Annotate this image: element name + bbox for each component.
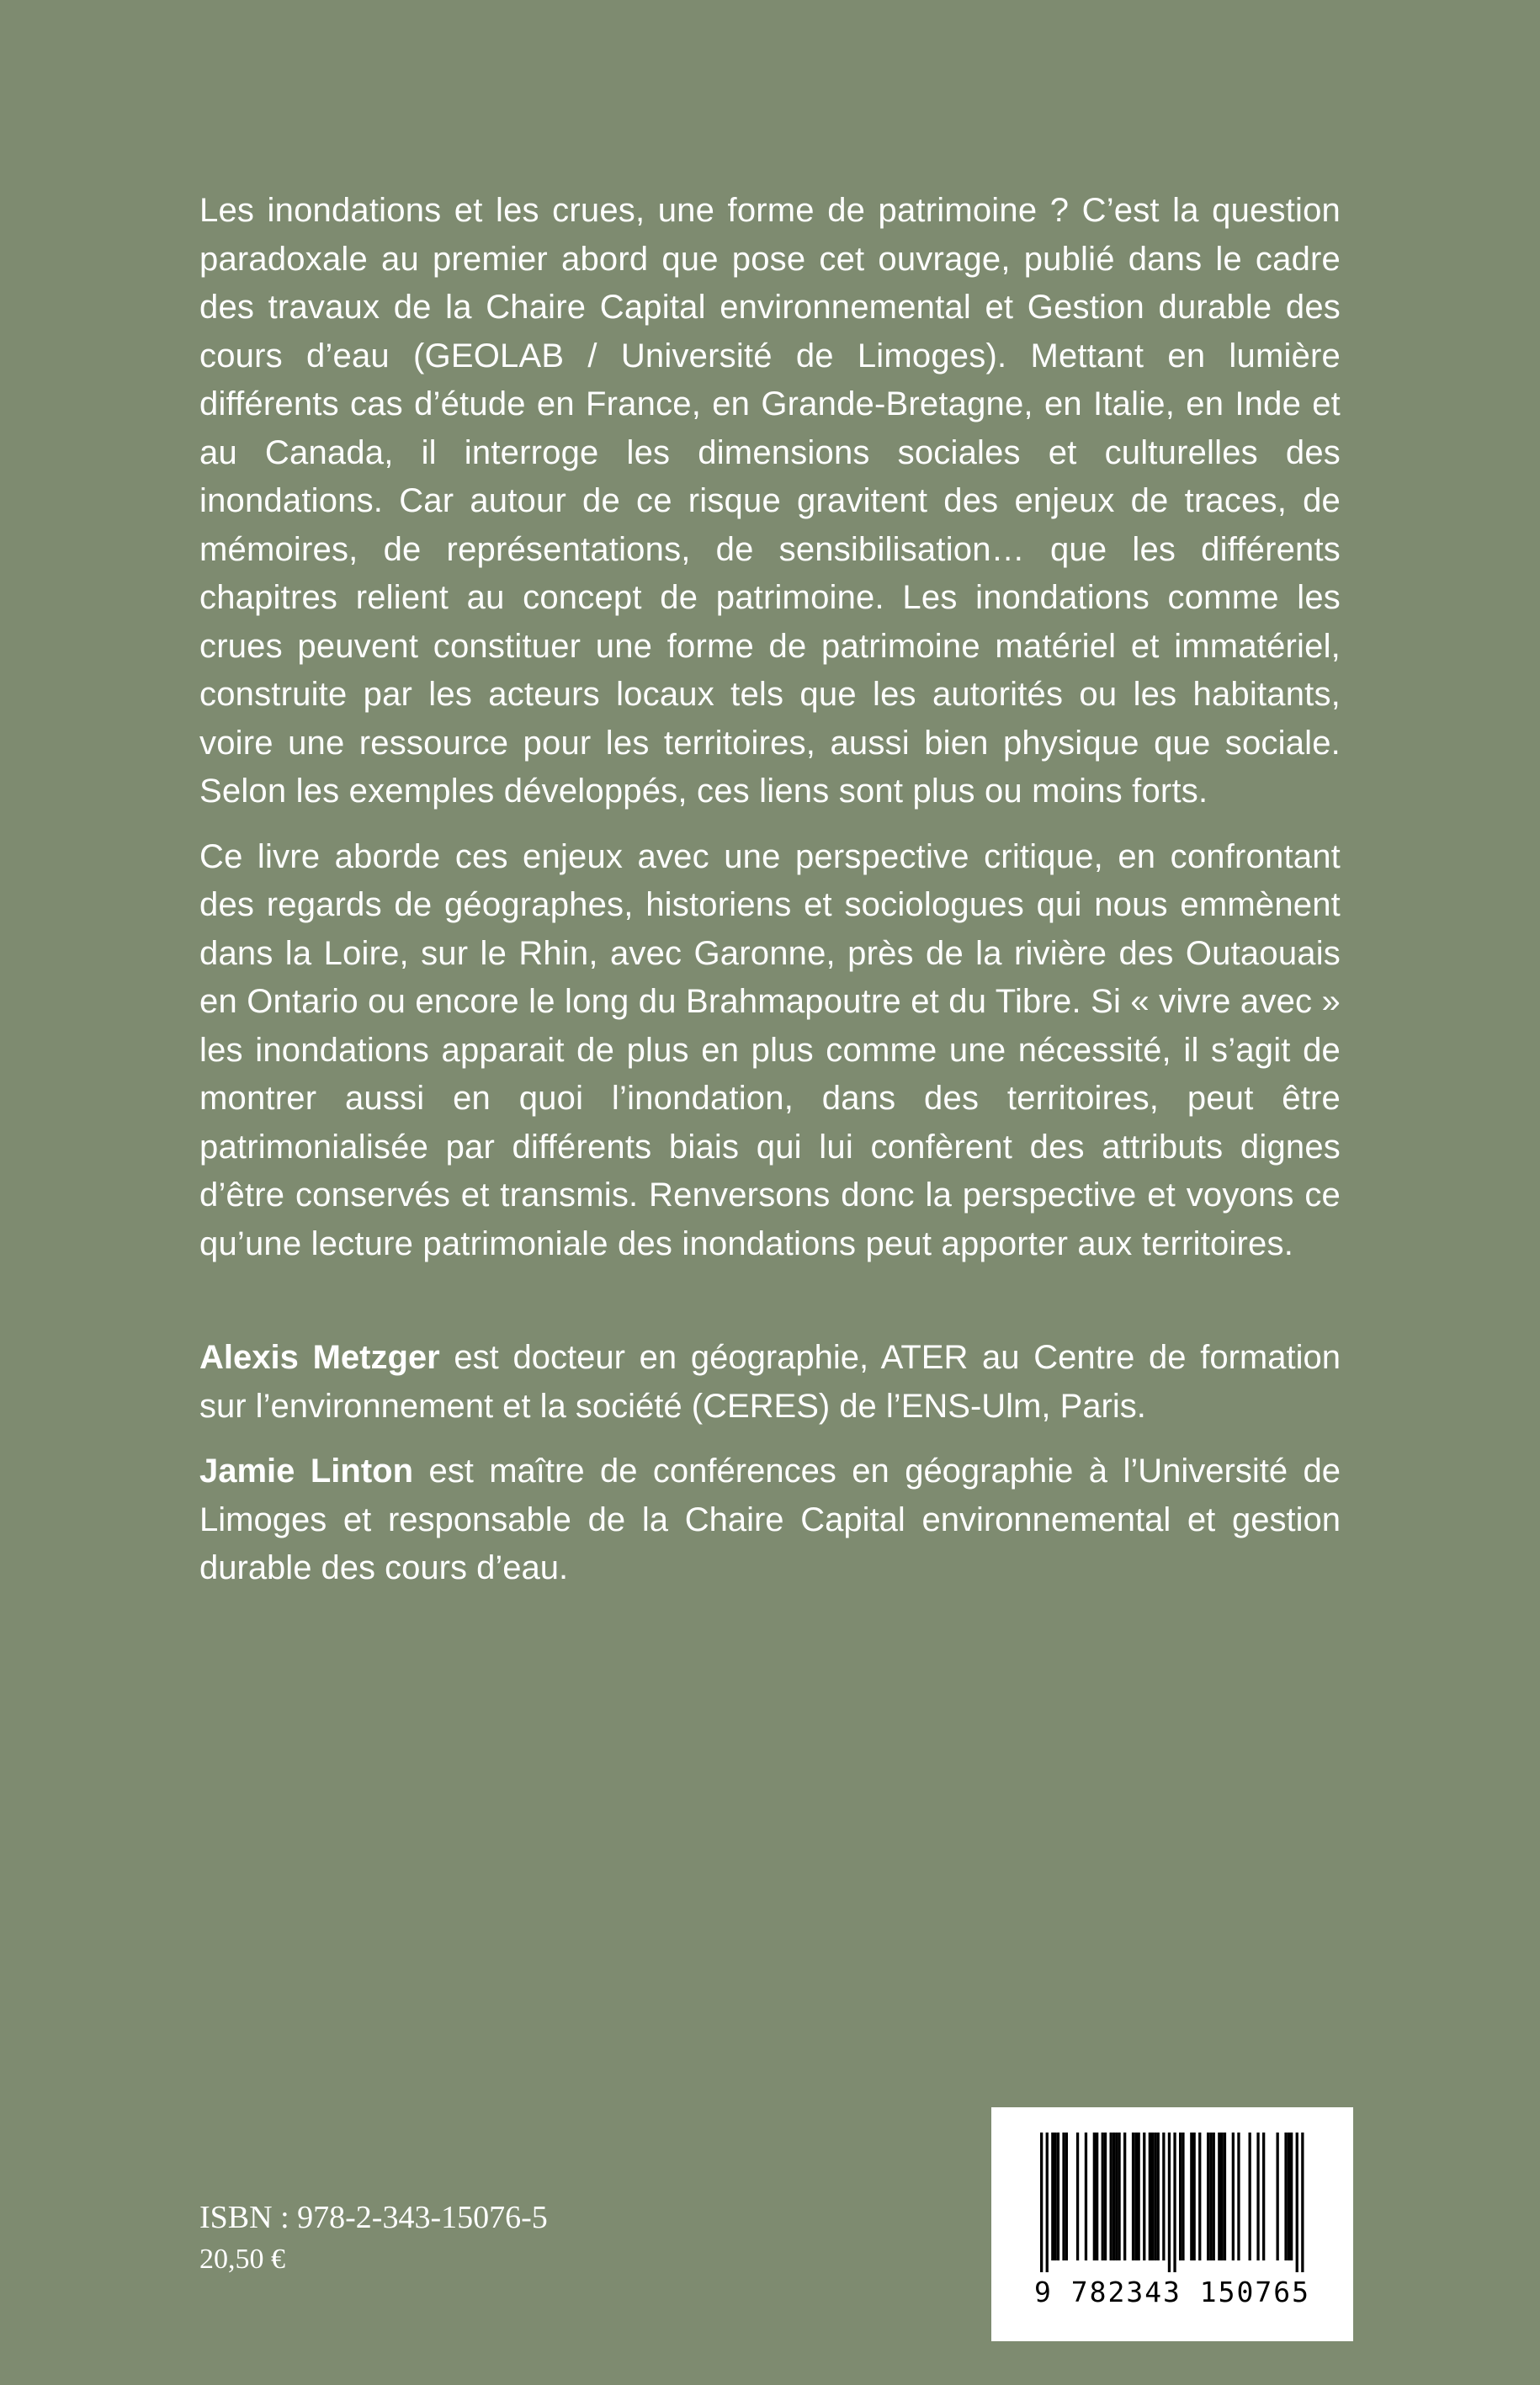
barcode-bar bbox=[1062, 2133, 1065, 2260]
barcode-bar bbox=[1054, 2133, 1057, 2260]
barcode-bar bbox=[1046, 2133, 1049, 2272]
barcode-bar bbox=[1218, 2133, 1220, 2260]
barcode-bar bbox=[1193, 2133, 1196, 2260]
back-cover-text bbox=[199, 187, 1341, 1593]
barcode-bars bbox=[1040, 2133, 1304, 2272]
author-bio bbox=[199, 1334, 1341, 1431]
author-bios bbox=[199, 1334, 1341, 1593]
isbn: ISBN : 978-2-343-15076-5 bbox=[199, 2200, 548, 2235]
barcode-bar bbox=[1249, 2133, 1251, 2260]
author-bio bbox=[199, 1447, 1341, 1593]
description-paragraph-1: Les inondations et les crues, une forme de patrimoine ? C’est la question paradoxale au premier abord que pose cet ouvrage, publié dans le cadre des travaux de la Chaire Capital environnemental et Gestion durable des cours d’eau (GEOLAB / Université de Limoges). Mettant en lumière différents cas d’étude en France, en Grande-Bretagne, en Italie, en Inde et au Canada, il interroge les dimensions sociales et culturelles des inondations. Car autour de ce risque gravitent des enjeux de traces, de mémoires, de représentations, de sensibilisation… que les différents chapitres relient au concept de patrimoine. Les inondations comme les crues peuvent constituer une forme de patrimoine matériel et immatériel, construite par les acteurs locaux tels que les autorités ou les habitants, voire une ressource pour les territoires, aussi bien physique que sociale. Selon les exemples développés, ces liens sont plus ou moins forts. bbox=[199, 192, 1341, 810]
barcode-bar bbox=[1190, 2133, 1192, 2260]
barcode-bar bbox=[1057, 2133, 1059, 2260]
barcode-bar bbox=[1301, 2133, 1304, 2272]
barcode-bar bbox=[1149, 2133, 1151, 2260]
barcode-bar bbox=[1051, 2133, 1054, 2260]
barcode-bar bbox=[1143, 2133, 1145, 2260]
barcode-bar bbox=[1290, 2133, 1293, 2260]
barcode-bar bbox=[1085, 2133, 1087, 2260]
price: 20,50 € bbox=[199, 2244, 285, 2275]
barcode-bar bbox=[1115, 2133, 1118, 2260]
barcode-bar bbox=[1157, 2133, 1160, 2260]
barcode-bar bbox=[1076, 2133, 1079, 2260]
barcode-bar bbox=[1288, 2133, 1290, 2260]
barcode-bar bbox=[1262, 2133, 1265, 2260]
barcode-bar bbox=[1096, 2133, 1098, 2260]
barcode-bar bbox=[1123, 2133, 1126, 2260]
barcode-bar bbox=[1118, 2133, 1120, 2260]
barcode-bar bbox=[1277, 2133, 1279, 2260]
barcode-bar bbox=[1113, 2133, 1115, 2260]
barcode-bar bbox=[1284, 2133, 1287, 2260]
author-name: Alexis Metzger bbox=[199, 1339, 440, 1376]
barcode-bar bbox=[1173, 2133, 1176, 2272]
barcode-bar bbox=[1162, 2133, 1165, 2260]
barcode-bar bbox=[1093, 2133, 1096, 2260]
barcode-bar bbox=[1134, 2133, 1137, 2260]
barcode-bar bbox=[1224, 2133, 1226, 2260]
barcode-bar bbox=[1198, 2133, 1201, 2260]
description-paragraph-2: Ce livre aborde ces enjeux avec une perspective critique, en confrontant des regards de géographes, historiens et sociologues qui nous emmènent dans la Loire, sur le Rhin, avec Garonne, près de la rivière des Outaouais en Ontario ou encore le long du Brahmapoutre et du Tibre. Si « vivre avec » les inondations apparait de plus en plus comme une nécessité, il s’agit de montrer aussi en quoi l’inondation, dans des territoires, peut être patrimonialisée par différents biais qui lui confèrent des attributs dignes d’être conservés et transmis. Renversons donc la perspective et voyons ce qu’une lecture patrimoniale des inondations peut apporter aux territoires. bbox=[199, 837, 1341, 1262]
barcode-bar bbox=[1168, 2133, 1171, 2272]
barcode-bar bbox=[1040, 2133, 1043, 2272]
barcode-bar bbox=[1209, 2133, 1212, 2260]
author-bio-text: est docteur en géographie, ATER au Centre de formation sur l’environnement et la société (CERES) de l’ENS-Ulm, Paris. bbox=[199, 1339, 1341, 1425]
barcode-bar bbox=[1213, 2133, 1215, 2260]
barcode-bar bbox=[1232, 2133, 1235, 2260]
barcode-bar bbox=[1110, 2133, 1113, 2260]
barcode-bar bbox=[1102, 2133, 1104, 2260]
barcode-bar bbox=[1221, 2133, 1224, 2260]
barcode-bar bbox=[1182, 2133, 1184, 2260]
barcode-bar bbox=[1065, 2133, 1068, 2260]
author-name: Jamie Linton bbox=[199, 1453, 414, 1490]
barcode-bar bbox=[1256, 2133, 1259, 2260]
barcode bbox=[991, 2107, 1353, 2341]
barcode-bar bbox=[1207, 2133, 1209, 2260]
barcode-bar bbox=[1237, 2133, 1240, 2260]
author-bio-text: est maître de conférences en géographie à l’Université de Limoges et responsable de la Chaire Capital environnemental et gestion durable des cours d’eau. bbox=[199, 1453, 1341, 1586]
barcode-bar bbox=[1138, 2133, 1140, 2260]
barcode-bar bbox=[1179, 2133, 1182, 2260]
barcode-bar bbox=[1154, 2133, 1156, 2260]
barcode-bar bbox=[1104, 2133, 1107, 2260]
barcode-digits: 9 782343 150765 bbox=[1033, 2276, 1310, 2308]
barcode-bar bbox=[1151, 2133, 1154, 2260]
barcode-bar bbox=[1132, 2133, 1134, 2260]
barcode-bar bbox=[1296, 2133, 1298, 2272]
